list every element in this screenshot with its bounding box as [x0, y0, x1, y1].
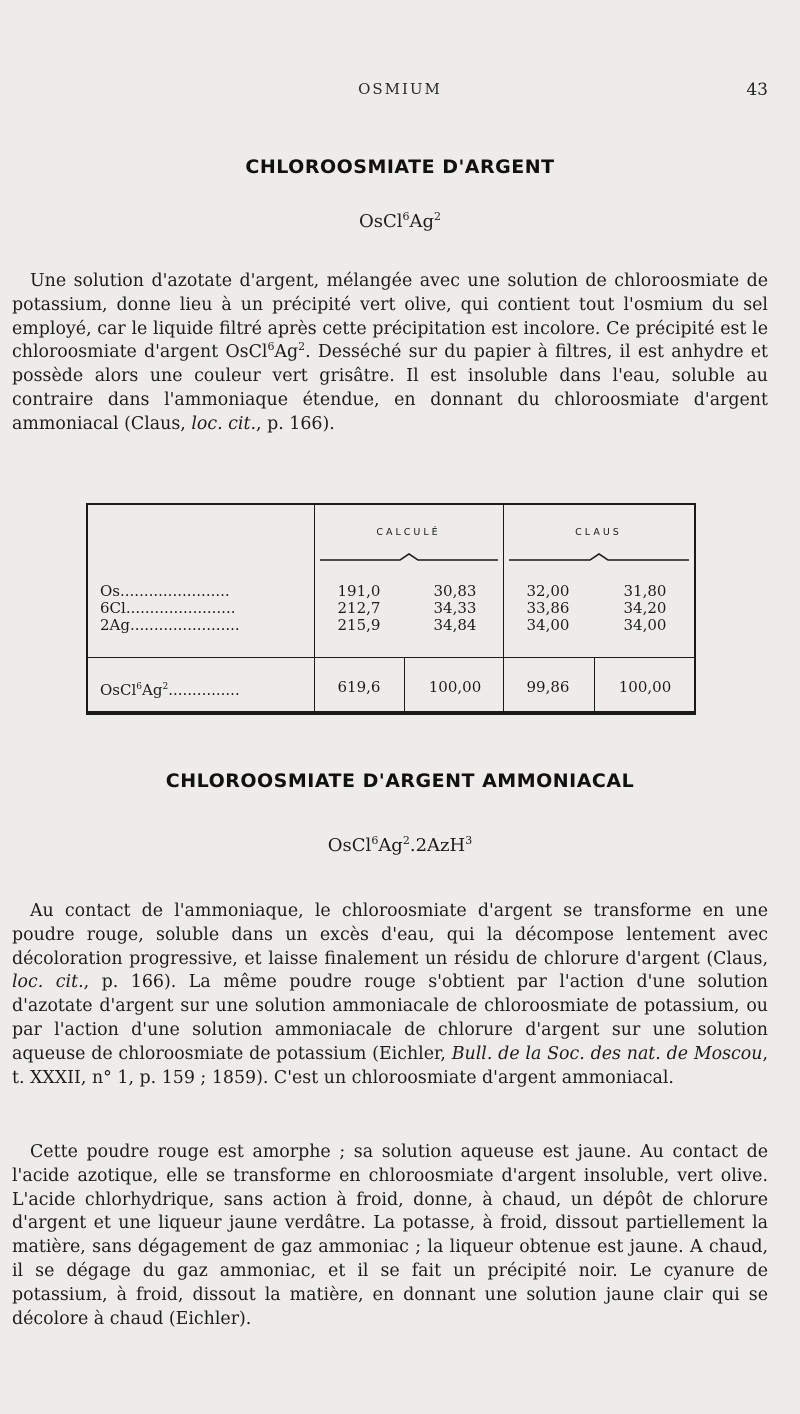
- table-total-cell: 99,86: [526, 678, 570, 696]
- table-total-cell: 100,00: [428, 678, 482, 696]
- table-cell: 34,33: [433, 599, 477, 617]
- table-divider: [594, 657, 595, 711]
- paragraph-ammoniacal-2: Cette poudre rouge est amorphe ; sa solution aqueuse est jaune. Au contact de l'acide azotique, elle se transforme en chloroosmiate d'argent insoluble, vert olive. L'acide chlorhydrique, sans action à froid, donne, à chaud, un dépôt de chlorure d'argent et une liqueur jaune verdâtre. La potasse, à froid, dissout partiellement la matière, sans dégagement de gaz ammoniac ; la liqueur obtenue est jaune. A chaud, il se dégage du gaz ammoniac, et il se fait un précipité noir. Le cyanure de potassium, à froid, dissout la matière, en donnant une solution jaune clair qui se décolore à chaud (Eichler).: [12, 1142, 768, 1329]
- table-rule: [88, 657, 694, 658]
- brace-calcule: [320, 551, 498, 561]
- formula-chloroosmiate: OsCl$^6$Ag$^2$: [358, 210, 442, 232]
- formula-ammoniacal: OsCl$^6$Ag$^2$.2AzH$^3$: [327, 834, 473, 856]
- table-row-label: Os.......................: [100, 583, 230, 599]
- composition-table: [86, 503, 696, 715]
- page-number: 43: [746, 80, 768, 100]
- section-title-chloroosmiate: CHLOROOSMIATE D'ARGENT: [245, 156, 555, 178]
- table-cell: 34,00: [623, 616, 667, 634]
- column-group-calcule: CALCULÉ: [376, 527, 441, 538]
- paragraph-chloroosmiate: Une solution d'azotate d'argent, mélangée avec une solution de chloroosmiate de potassium, donne lieu à un précipité vert olive, qui contient tout l'osmium du sel employé, car le liquide filtré après cette précipitation est incolore. Ce précipité est le chloroosmiate d'argent OsCl$^6$Ag$^2$. Desséché sur du papier à filtres, il est anhydre et possède alors une couleur vert grisâtre. Il est insoluble dans l'eau, soluble au contraire dans l'ammoniaque étendue, en donnant du chloroosmiate d'argent ammoniacal (Claus, loc. cit., p. 166).: [12, 271, 768, 434]
- table-divider: [404, 657, 405, 711]
- table-cell: 34,00: [526, 616, 570, 634]
- table-cell: 30,83: [433, 582, 477, 600]
- table-cell: 212,7: [337, 599, 381, 617]
- table-cell: 191,0: [337, 582, 381, 600]
- table-total-label: OsCl$^6$Ag$^2$...............: [100, 681, 240, 698]
- table-row-label: 2Ag.......................: [100, 617, 240, 633]
- section-title-ammoniacal: CHLOROOSMIATE D'ARGENT AMMONIACAL: [165, 770, 635, 792]
- table-cell: 215,9: [337, 616, 381, 634]
- table-total-cell: 100,00: [618, 678, 672, 696]
- table-row-label: 6Cl.......................: [100, 600, 236, 616]
- table-cell: 34,20: [623, 599, 667, 617]
- table-cell: 32,00: [526, 582, 570, 600]
- table-total-cell: 619,6: [337, 678, 381, 696]
- table-cell: 34,84: [433, 616, 477, 634]
- table-cell: 33,86: [526, 599, 570, 617]
- paragraph-ammoniacal-1: Au contact de l'ammoniaque, le chloroosmiate d'argent se transforme en une poudre rouge, soluble dans un excès d'eau, qui la décompose lentement avec décoloration progressive, et laisse finalement un résidu de chlorure d'argent (Claus, loc. cit., p. 166). La même poudre rouge s'obtient par l'action d'une solution d'azotate d'argent sur une solution ammoniacale de chloroosmiate de potassium, ou par l'action d'une solution ammoniacale de chlorure d'argent sur une solution aqueuse de chloroosmiate de potassium (Eichler, Bull. de la Soc. des nat. de Moscou, t. XXXII, n° 1, p. 159 ; 1859). C'est un chloroosmiate d'argent ammoniacal.: [12, 901, 768, 1088]
- column-group-claus: CLAUS: [575, 527, 622, 538]
- table-cell: 31,80: [623, 582, 667, 600]
- running-title: OSMIUM: [358, 80, 442, 98]
- brace-claus: [509, 551, 689, 561]
